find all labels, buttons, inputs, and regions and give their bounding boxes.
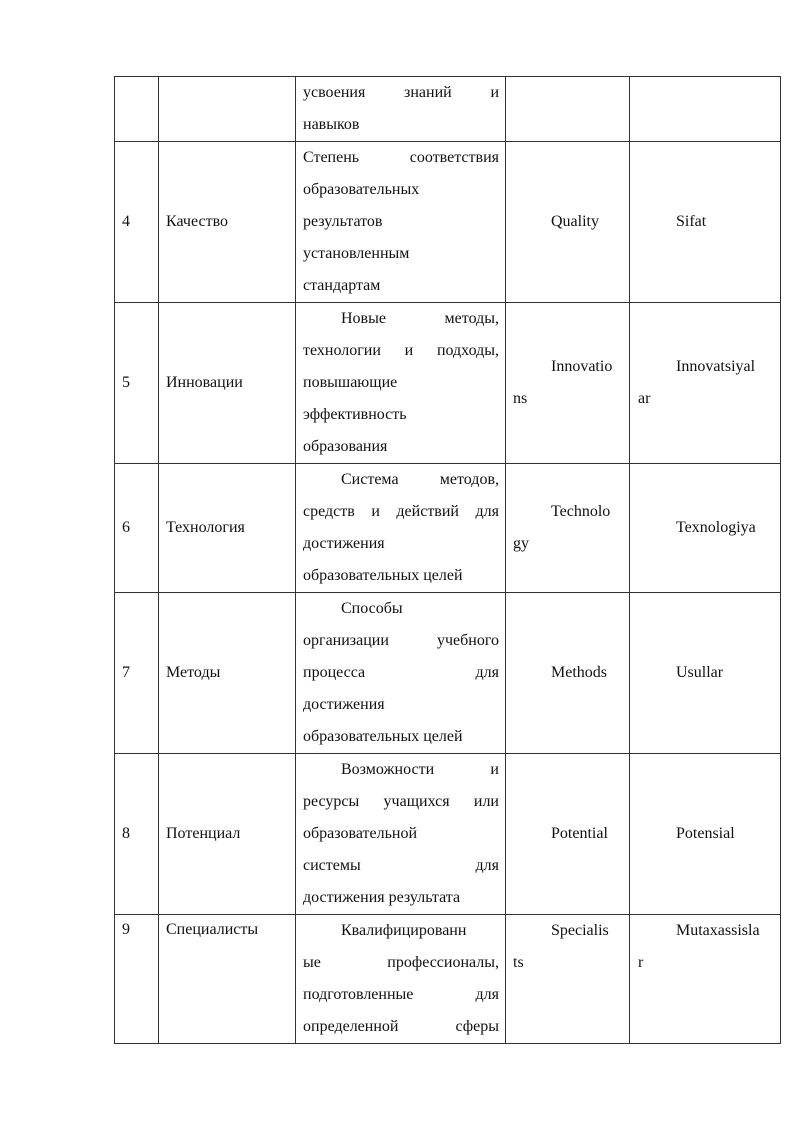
description-line: Возможности и bbox=[341, 761, 499, 778]
description-line: процесса для bbox=[303, 664, 499, 681]
description-line: стандартам bbox=[303, 277, 381, 294]
table-row bbox=[115, 142, 781, 303]
row-number: 4 bbox=[115, 142, 159, 303]
table-row bbox=[115, 593, 781, 754]
description-line: достижения bbox=[303, 696, 385, 713]
table-row bbox=[115, 464, 781, 593]
description-line: подготовленные для bbox=[303, 986, 499, 1003]
term-uz-text: Sifat bbox=[676, 213, 707, 230]
description-line: усвоения знаний и bbox=[303, 84, 499, 101]
term-ru: Специалисты bbox=[159, 915, 296, 1044]
description-line: Квалифицированн bbox=[341, 922, 467, 939]
description-line: Степень соответствия bbox=[303, 149, 499, 166]
terms-table bbox=[114, 76, 781, 1044]
term-uz-line: r bbox=[638, 954, 644, 971]
description-line: достижения результата bbox=[303, 889, 461, 906]
term-uz bbox=[630, 754, 781, 915]
term-en bbox=[506, 77, 630, 142]
table-row bbox=[115, 915, 781, 1044]
term-en bbox=[506, 754, 630, 915]
term-description bbox=[296, 593, 506, 754]
term-en bbox=[506, 593, 630, 754]
term-en bbox=[506, 303, 630, 464]
description-line: повышающие bbox=[303, 374, 398, 391]
table-row bbox=[115, 77, 781, 142]
term-en-line: ns bbox=[513, 390, 528, 407]
term-uz-line: ar bbox=[638, 390, 651, 407]
term-uz bbox=[630, 142, 781, 303]
description-line: установленным bbox=[303, 245, 410, 262]
description-line: результатов bbox=[303, 213, 383, 230]
term-en-line: Technolo bbox=[551, 503, 611, 520]
term-description bbox=[296, 915, 506, 1044]
term-en-text: Methods bbox=[551, 664, 607, 681]
term-uz bbox=[630, 303, 781, 464]
term-uz-text: Usullar bbox=[676, 664, 724, 681]
table-row bbox=[115, 754, 781, 915]
term-ru: Потенциал bbox=[159, 754, 296, 915]
description-line: технологии и подходы, bbox=[303, 342, 499, 359]
description-line: определенной сферы bbox=[303, 1018, 499, 1035]
term-description bbox=[296, 464, 506, 593]
row-number: 9 bbox=[115, 915, 159, 1044]
term-ru: Методы bbox=[159, 593, 296, 754]
description-line: ресурсы учащихся или bbox=[303, 793, 499, 810]
term-uz bbox=[630, 77, 781, 142]
term-en bbox=[506, 464, 630, 593]
term-ru: Технология bbox=[159, 464, 296, 593]
term-uz bbox=[630, 915, 781, 1044]
term-uz-text: Texnologiya bbox=[676, 519, 756, 536]
description-line: навыков bbox=[303, 116, 360, 133]
term-uz-text: Potensial bbox=[676, 825, 735, 842]
row-number bbox=[115, 77, 159, 142]
description-line: организации учебного bbox=[303, 632, 499, 649]
term-description bbox=[296, 77, 506, 142]
description-line: системы для bbox=[303, 857, 499, 874]
description-line: образовательных bbox=[303, 181, 420, 198]
term-ru: Качество bbox=[159, 142, 296, 303]
term-uz bbox=[630, 593, 781, 754]
term-en-line: ts bbox=[513, 954, 524, 971]
term-description bbox=[296, 754, 506, 915]
description-line: достижения bbox=[303, 535, 385, 552]
term-en bbox=[506, 142, 630, 303]
term-en-line: Specialis bbox=[551, 922, 609, 939]
table-row bbox=[115, 303, 781, 464]
row-number: 7 bbox=[115, 593, 159, 754]
row-number: 5 bbox=[115, 303, 159, 464]
description-line: ые профессионалы, bbox=[303, 954, 499, 971]
description-line: образовательных целей bbox=[303, 728, 463, 745]
term-uz bbox=[630, 464, 781, 593]
term-description bbox=[296, 142, 506, 303]
term-en-text: Potential bbox=[551, 825, 608, 842]
row-number: 8 bbox=[115, 754, 159, 915]
description-line: средств и действий для bbox=[303, 503, 499, 520]
term-en-line: gy bbox=[513, 535, 529, 552]
description-line: образования bbox=[303, 438, 388, 455]
term-ru bbox=[159, 77, 296, 142]
description-line: Способы bbox=[341, 600, 403, 617]
term-uz-line: Mutaxassisla bbox=[676, 922, 760, 939]
term-en bbox=[506, 915, 630, 1044]
term-ru: Инновации bbox=[159, 303, 296, 464]
term-description bbox=[296, 303, 506, 464]
description-line: образовательных целей bbox=[303, 567, 463, 584]
term-en-text: Quality bbox=[551, 213, 599, 230]
description-line: Новые методы, bbox=[341, 310, 499, 327]
description-line: эффективность bbox=[303, 406, 407, 423]
row-number: 6 bbox=[115, 464, 159, 593]
description-line: Система методов, bbox=[341, 471, 499, 488]
description-line: образовательной bbox=[303, 825, 417, 842]
term-uz-line: Innovatsiyal bbox=[676, 358, 756, 375]
term-en-line: Innovatio bbox=[551, 358, 613, 375]
